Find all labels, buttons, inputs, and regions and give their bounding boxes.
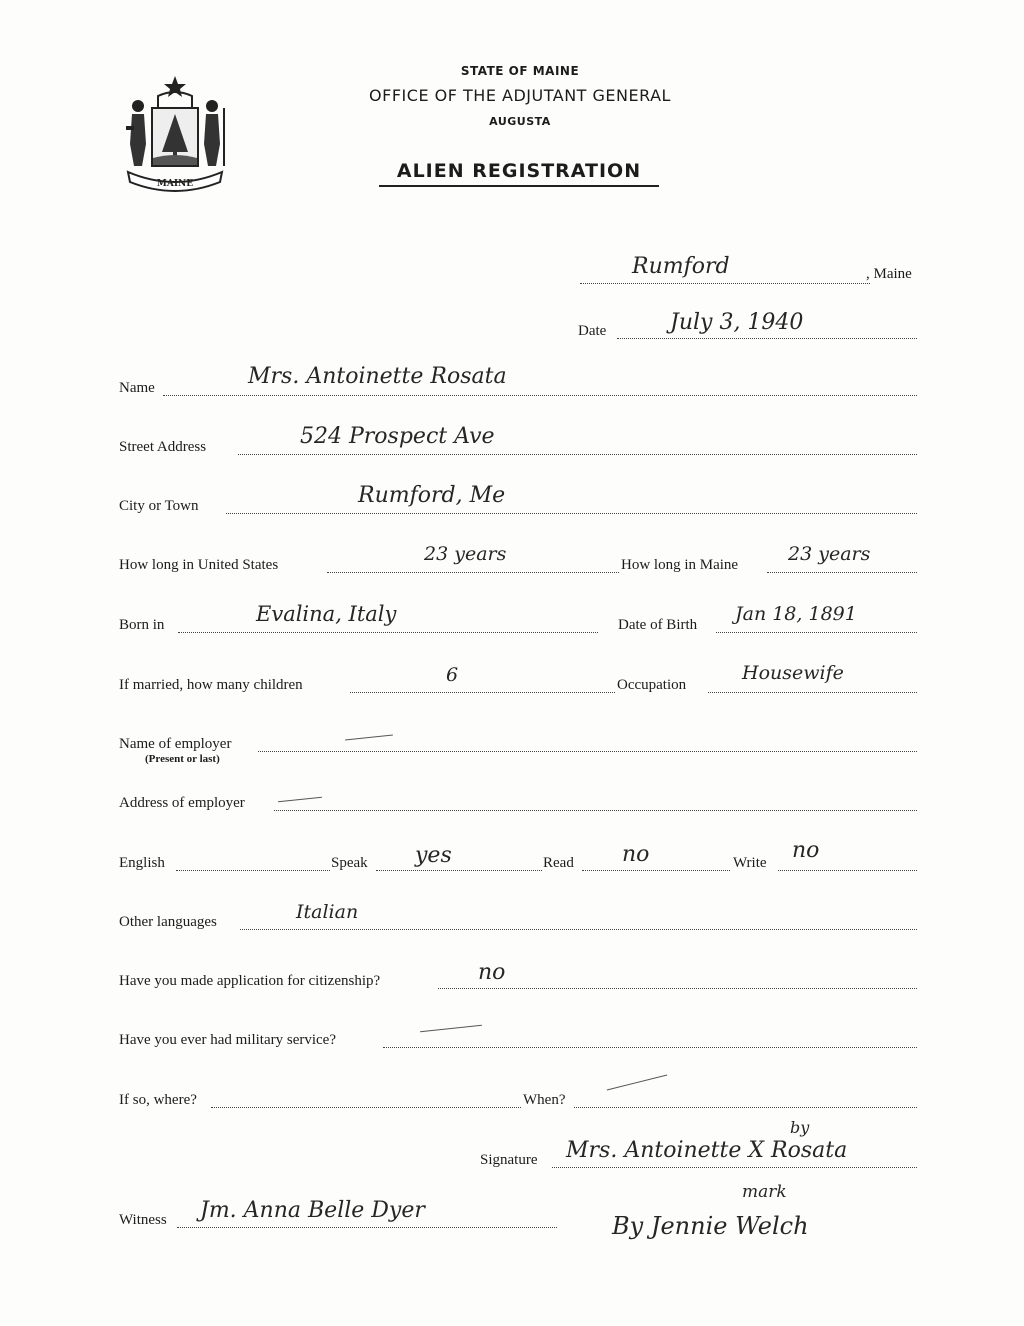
children-value: 6	[446, 664, 459, 686]
town-line	[580, 283, 870, 284]
english-line	[176, 870, 330, 871]
where-line	[211, 1107, 521, 1108]
read-value: no	[622, 842, 650, 867]
employer-label: Name of employer	[119, 736, 232, 752]
street-line	[238, 454, 917, 455]
signature-label: Signature	[480, 1152, 538, 1168]
dob-value: Jan 18, 1891	[735, 603, 857, 625]
svg-text:MAINE: MAINE	[156, 179, 194, 189]
us-years-label: How long in United States	[119, 557, 279, 573]
witness-label: Witness	[119, 1212, 167, 1228]
when-dash	[607, 1075, 667, 1091]
other-languages-label: Other languages	[119, 914, 217, 930]
date-label: Date	[578, 323, 607, 339]
where-label: If so, where?	[119, 1092, 197, 1108]
city-label: City or Town	[119, 498, 199, 514]
military-line	[383, 1047, 917, 1048]
name-label: Name	[119, 380, 155, 396]
citizenship-value: no	[478, 960, 506, 985]
witness-by: By Jennie Welch	[612, 1212, 809, 1240]
street-value: 524 Prospect Ave	[300, 424, 495, 449]
name-line	[163, 395, 917, 396]
dob-line	[716, 632, 917, 633]
occupation-line	[708, 692, 917, 693]
write-line	[778, 870, 917, 871]
when-line	[574, 1107, 917, 1108]
office-heading: OFFICE OF THE ADJUTANT GENERAL	[369, 86, 671, 105]
signature-by: by	[790, 1118, 810, 1137]
born-value: Evalina, Italy	[256, 602, 397, 626]
employer-address-line	[274, 810, 917, 811]
speak-line	[376, 870, 542, 871]
employer-address-label: Address of employer	[119, 795, 245, 811]
witness-mark: mark	[742, 1182, 787, 1202]
city-heading: AUGUSTA	[489, 115, 551, 128]
children-label: If married, how many children	[119, 677, 303, 693]
date-line	[617, 338, 917, 339]
witness-line	[177, 1227, 557, 1228]
when-label: When?	[523, 1092, 566, 1108]
occupation-value: Housewife	[742, 662, 844, 684]
born-label: Born in	[119, 617, 165, 633]
employer-note: (Present or last)	[145, 753, 220, 765]
witness-value: Jm. Anna Belle Dyer	[200, 1198, 425, 1223]
born-line	[178, 632, 598, 633]
employer-line	[258, 751, 917, 752]
speak-value: yes	[415, 843, 452, 868]
speak-label: Speak	[331, 855, 368, 871]
maine-years-line	[767, 572, 917, 573]
citizenship-line	[438, 988, 917, 989]
maine-years-value: 23 years	[788, 543, 871, 565]
form-title: ALIEN REGISTRATION	[379, 160, 659, 187]
write-value: no	[792, 838, 820, 863]
signature-value: Mrs. Antoinette X Rosata	[566, 1138, 848, 1163]
name-value: Mrs. Antoinette Rosata	[248, 364, 507, 389]
read-label: Read	[543, 855, 574, 871]
street-label: Street Address	[119, 439, 207, 455]
city-line	[226, 513, 917, 514]
state-heading: STATE OF MAINE	[460, 64, 580, 78]
occupation-label: Occupation	[617, 677, 687, 693]
us-years-line	[327, 572, 619, 573]
city-value: Rumford, Me	[358, 483, 506, 508]
children-line	[350, 692, 615, 693]
read-line	[582, 870, 730, 871]
other-languages-line	[240, 929, 917, 930]
citizenship-label: Have you made application for citizenship?	[119, 973, 381, 989]
date-value: July 3, 1940	[670, 310, 804, 335]
military-label: Have you ever had military service?	[119, 1032, 336, 1048]
employer-address-dash	[278, 797, 322, 803]
maine-suffix: , Maine	[866, 266, 912, 282]
employer-dash	[345, 734, 393, 740]
english-label: English	[119, 855, 165, 871]
maine-years-label: How long in Maine	[621, 557, 739, 573]
write-label: Write	[733, 855, 767, 871]
dob-label: Date of Birth	[618, 617, 698, 633]
signature-line	[552, 1167, 917, 1168]
us-years-value: 23 years	[424, 543, 507, 565]
other-languages-value: Italian	[296, 901, 359, 923]
military-dash	[420, 1025, 482, 1032]
town-value: Rumford	[632, 254, 730, 279]
